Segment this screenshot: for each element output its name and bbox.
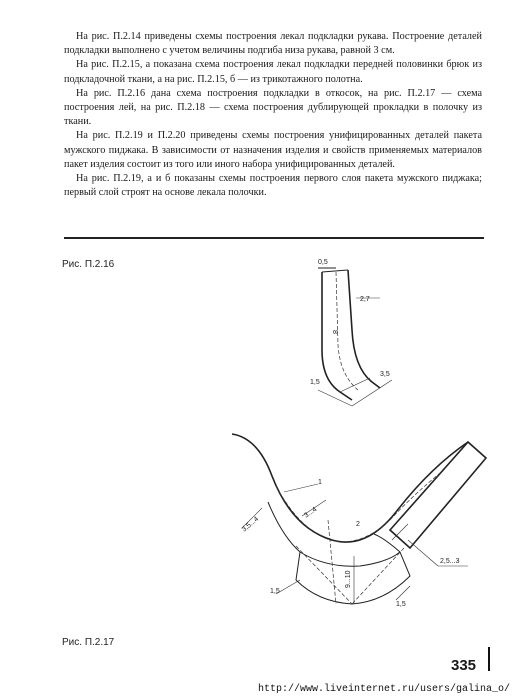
fig2-inner-curve	[300, 552, 400, 566]
paragraph-4: На рис. П.2.19 и П.2.20 приведены схемы построения унифицированных деталей пакета мужского пиджака. В зависимости от назначения изделия и свойств применяемых материалов пакет изделия состоит из того или иного набора унифицированных деталей.	[64, 130, 482, 170]
fig2-dashed-curve	[276, 470, 444, 542]
fig2-right-15-line	[396, 586, 410, 600]
paragraph-2: На рис. П.2.15, а показана схема построения лекал подкладки передней половинки брюк из подкладочной ткани, а на рис. П.2.15, б — из трикотажного полотна.	[64, 59, 482, 85]
figure-1-caption: Рис. П.2.16	[62, 259, 115, 270]
paragraph-3: На рис. П.2.16 дана схема построения подкладки в откосок, на рис. П.2.17 — схема построения лей, на рис. П.2.18 — схема построения дублирующей прокладки в полочку из ткани.	[64, 87, 482, 128]
fig2-outer-curve	[232, 434, 468, 542]
fig2-lower-piece	[268, 502, 410, 604]
fig2-lapel-cross	[392, 524, 408, 540]
fig2-dashed-diag-left	[296, 546, 352, 604]
fig2-label-1: 1	[318, 479, 322, 486]
fig2-label-dim-c: 2,5...3	[440, 558, 460, 565]
figure-2-caption: Рис. П.2.17	[62, 637, 115, 648]
fig2-label-left-15: 1,5	[270, 588, 280, 595]
paragraph-1: На рис. П.2.14 приведены схемы построения лекал подкладки рукава. Построение деталей подкладки выполнено с учетом величины подгиба низа рукава, равной 3 см.	[64, 31, 482, 57]
fig1-label-top: 0,5	[318, 259, 328, 266]
fig2-lapel-strip	[390, 442, 486, 548]
fig1-label-bottom-left: 1,5	[310, 379, 320, 386]
fig1-label-right: 2,7	[360, 296, 370, 303]
fig2-label-right-15: 1,5	[396, 601, 406, 608]
fig2-dashed-diag-right	[352, 548, 404, 604]
fig1-label-bottom-right: 3,5	[380, 371, 390, 378]
fig2-dashed-vertical	[328, 520, 336, 604]
page-number: 335	[451, 657, 477, 674]
fig2-dim-c-line	[408, 540, 438, 566]
fig1-label-middle: 8	[331, 330, 338, 334]
paragraph-5: На рис. П.2.19, а и б показаны схемы построения первого слоя пакета мужского пиджака; первый слой строят на основе лекала полочки.	[64, 173, 482, 199]
fig2-leader-1	[284, 484, 318, 492]
page-number-bar	[488, 647, 490, 671]
fig2-label-dim-b: 3...4	[303, 506, 319, 520]
watermark-url: http://www.liveinternet.ru/users/galina_o/	[258, 684, 511, 695]
fig2-label-vert: 9...10	[345, 570, 352, 588]
fig2-label-2: 2	[356, 521, 360, 528]
fig2-label-dim-a: 3,5...4	[240, 515, 261, 534]
